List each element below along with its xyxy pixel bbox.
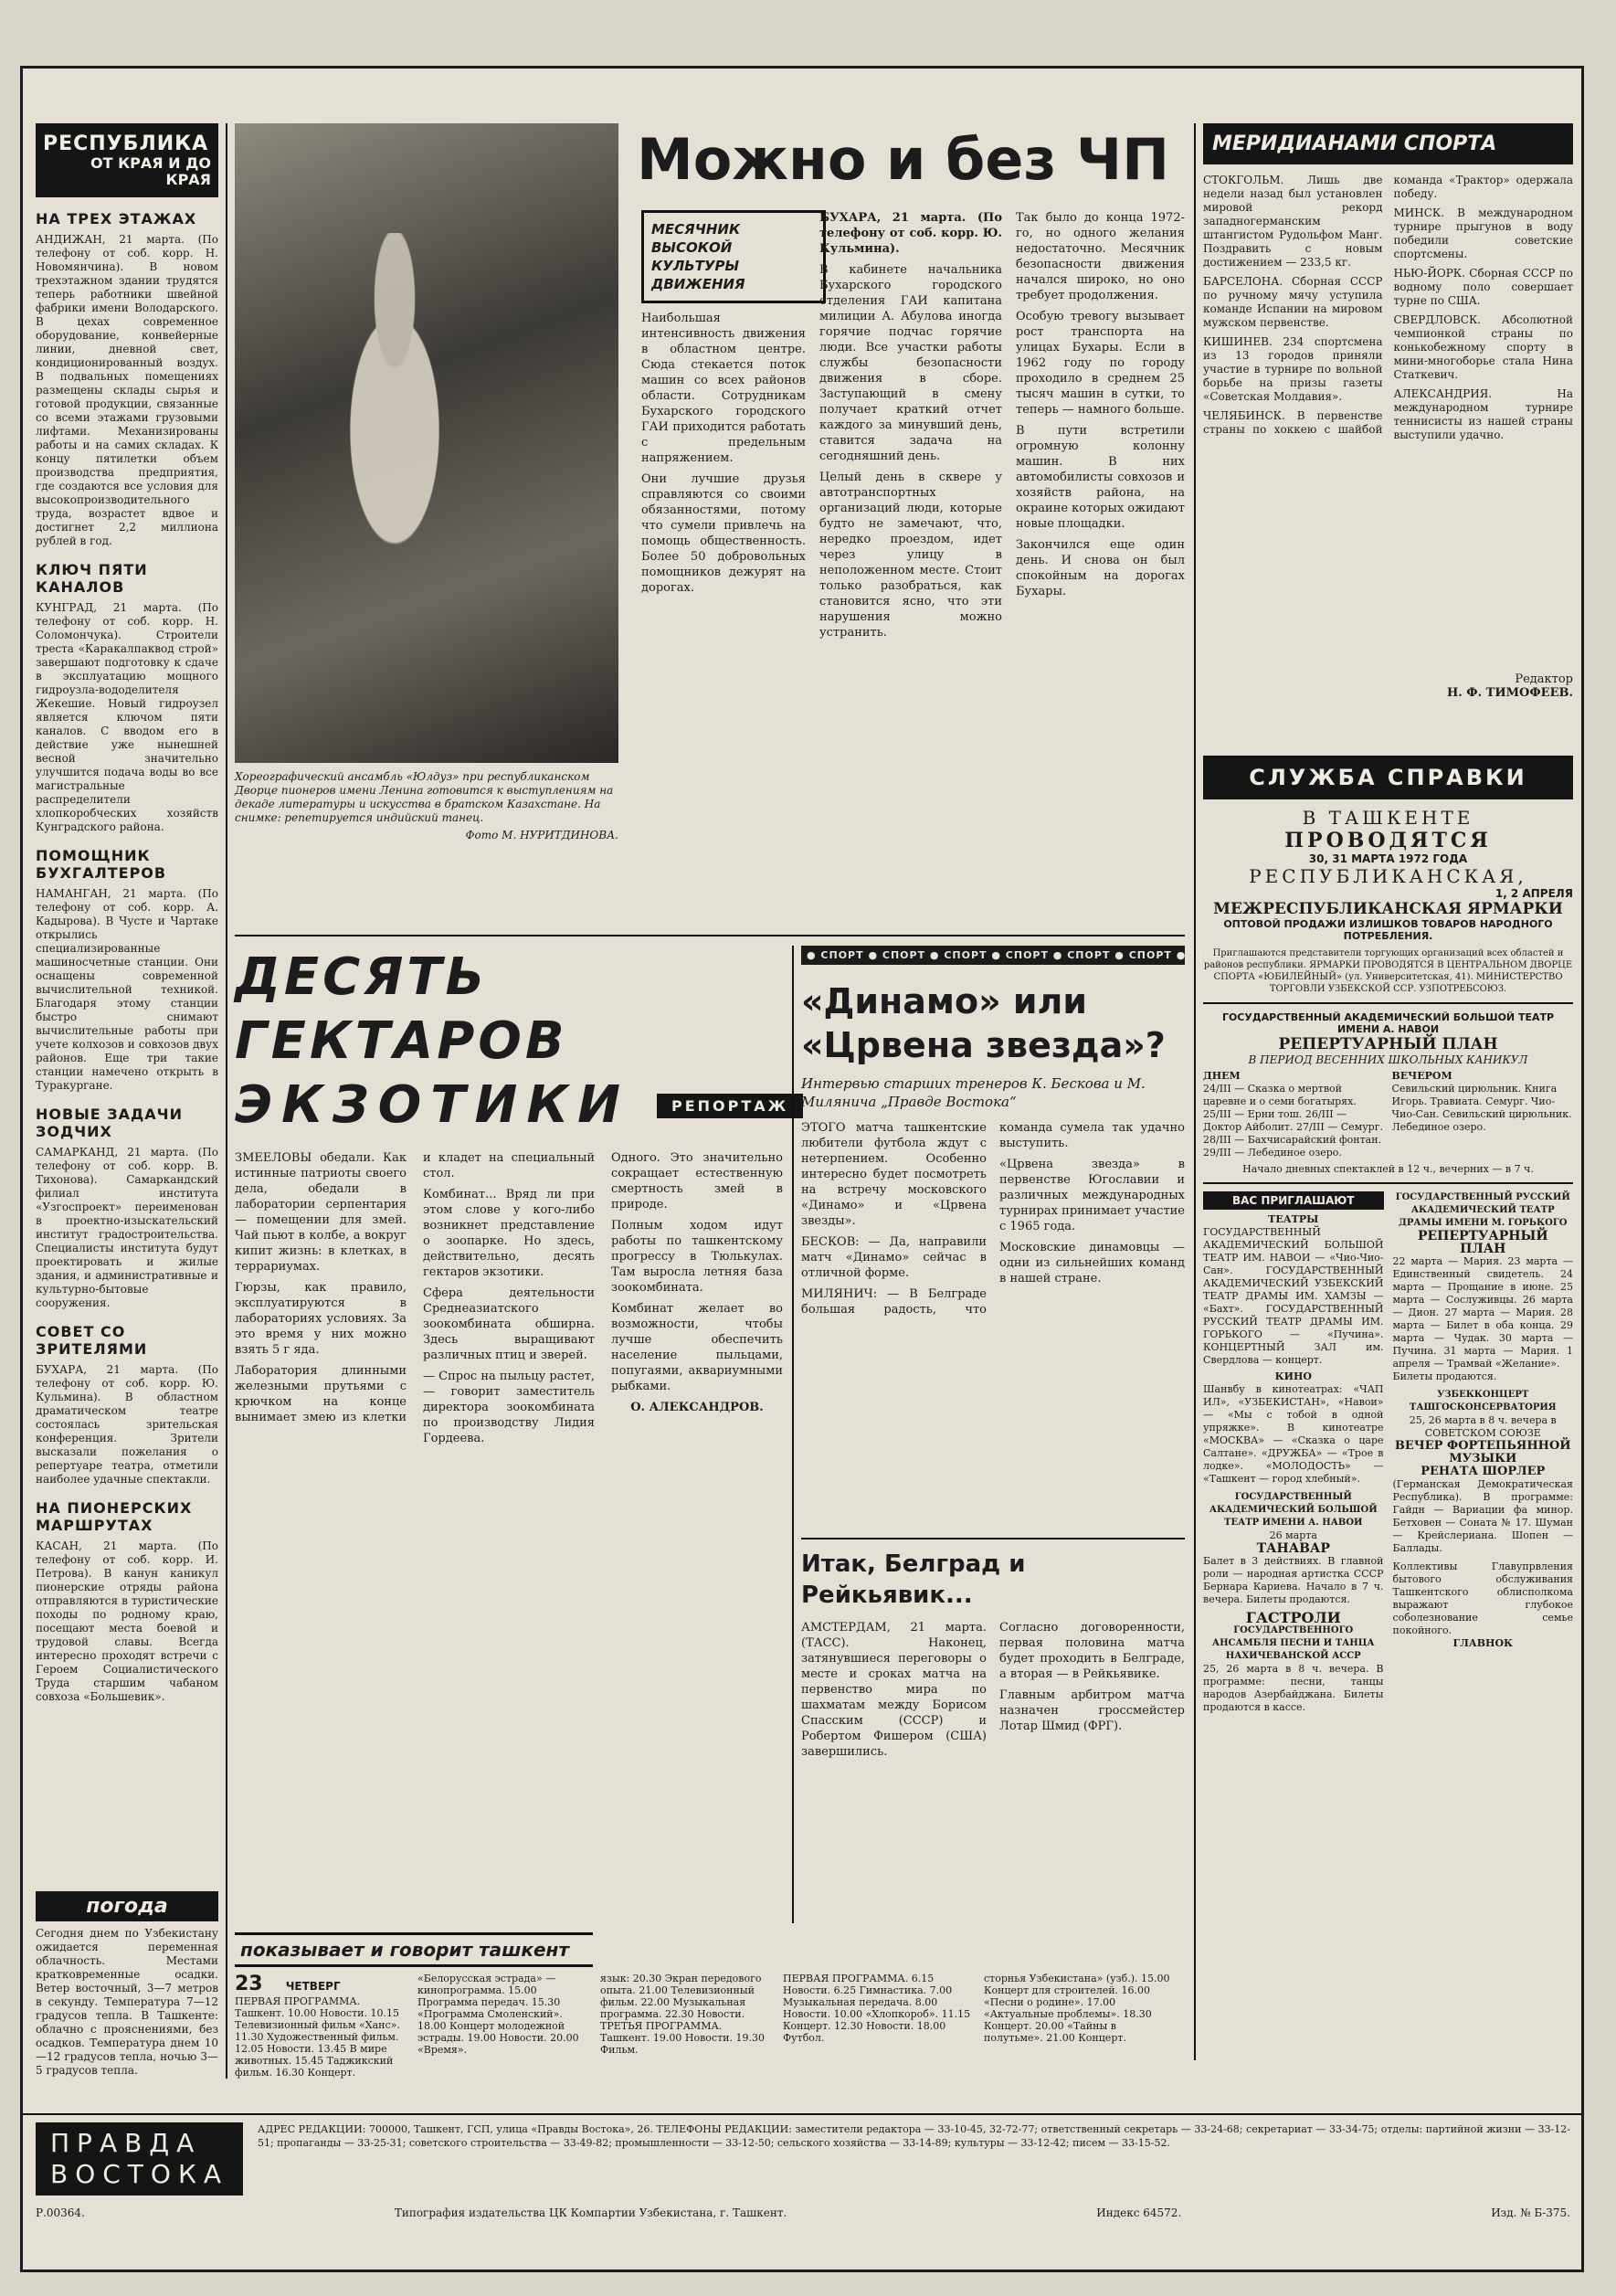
kino-head: КИНО: [1274, 1370, 1312, 1382]
itak-para-0: АМСТЕРДАМ, 21 марта. (ТАСС). Наконец, затянувшиеся переговоры о месте и сроках матча на первенство мира по шахматам между Борисом Спасским (СССР) и Робертом Фишером (США) завершились.: [801, 1621, 987, 1759]
hectares-article: [235, 946, 789, 1923]
meridian-column: [1203, 123, 1573, 745]
main-para-4: Так было до конца 1972-го, но одного желания недостаточно. Месячник безопасности движения начался широко, но оно требует продолжения.: [1016, 211, 1185, 302]
meridian-body: [1203, 174, 1573, 667]
dynamo-subtitle: Интервью старших тренеров К. Бескова и М. Милянича „Правде Востока“: [801, 1075, 1146, 1110]
dynamo-body: [801, 1120, 1185, 1504]
main-dateline-block: [819, 210, 1002, 646]
meridian-para-2: КИШИНЕВ. 234 спортсмена из 13 городов приняли участие в турнире по вольной борьбе на призы газеты «Советская Молдавия».: [1203, 335, 1383, 403]
gorky-title: ГОСУДАРСТВЕННЫЙ РУССКИЙ АКАДЕМИЧЕСКИЙ ТЕАТР ДРАМЫ ИМЕНИ М. ГОРЬКОГО: [1395, 1192, 1570, 1228]
fair-type: РЕСПУБЛИКАНСКАЯ,: [1249, 865, 1527, 887]
meridian-para-0: СТОКГОЛЬМ. Лишь две недели назад был установлен мировой рекорд западногерманским штангистом Рудольфом Манг. Поздравить с новым достижением — 233,5 кг.: [1203, 174, 1383, 269]
hectares-para-3: Комбинат... Вряд ли при этом слове у кого-либо возникнет представление о зоопарке. Но здесь, действительно, десять гектаров экзотики.: [423, 1188, 595, 1279]
respublika-item: [36, 1323, 218, 1487]
sport-strip: ● СПОРТ ● СПОРТ ● СПОРТ ● СПОРТ ● СПОРТ ● СПОРТ ● СПОРТ: [801, 946, 1185, 965]
respublika-item: [36, 1499, 218, 1704]
main-para-7: Закончился еще один день. И снова он был спокойным на дорогах Бухары.: [1016, 538, 1185, 598]
main-para-0: В кабинете начальника Бухарского городского отделения ГАИ капитана милиции А. Абулова иногда горячие подчас горячие люди. Все участки работы службы безопасности движения в сборе. Заступающий в смену получает краткий отчет каждого за минувший день, ставится задача на сегодняшний день.: [819, 263, 1002, 463]
dynamo-title-1: «Динамо» или: [801, 981, 1087, 1021]
tv-weekday: ЧЕТВЕРГ: [285, 1980, 341, 1993]
tv-day: 23: [235, 1973, 263, 1995]
respublika-item-head: СОВЕТ СО ЗРИТЕЛЯМИ: [36, 1323, 148, 1358]
footer-index-left: Р.00364.: [36, 2206, 85, 2219]
meridian-para-6: СВЕРДЛОВСК. Абсолютной чемпионкой страны по конькобежному спорту в мини-многоборье стала Нина Статкевич.: [1393, 313, 1573, 381]
rep-table: [1203, 1070, 1573, 1159]
main-para-2: Наибольшая интенсивность движения в областном центре. Сюда стекается поток машин со всех районов области. Сотрудникам Бухарского городского ГАИ приходится работать с предельным напряжением.: [641, 312, 806, 465]
hectares-body: [235, 1150, 783, 1973]
divider: [1203, 1182, 1573, 1184]
meridian-para-3: ЧЕЛЯБИНСК. В первенстве страны по хоккею с шайбой команда «Трактор» одержала победу.: [1203, 174, 1573, 436]
main-col-3: [1016, 210, 1185, 605]
fair-name: МЕЖРЕСПУБЛИКАНСКАЯ ЯРМАРКИ: [1213, 900, 1563, 918]
footer-logo-1: ПРАВДА: [50, 2128, 202, 2158]
day-label: ДНЕМ: [1203, 1070, 1241, 1082]
dynamo-para-1: БЕСКОВ: — Да, направили матч «Динамо» сейчас в отличной форме.: [801, 1235, 987, 1280]
rep-title: РЕПЕРТУАРНЫЙ ПЛАН: [1278, 1035, 1498, 1053]
rep-sub: В ПЕРИОД ВЕСЕННИХ ШКОЛЬНЫХ КАНИКУЛ: [1248, 1053, 1528, 1066]
tv-text-1: ПЕРВАЯ ПРОГРАММА. Ташкент. 10.00 Новости. 10.15 Телевизионный фильм «Ханс». 11.30 Художественный фильм. 12.05 Новости. 13.45 В мире животных. 15.45 Таджикский фильм. 16.30 Концерт.: [235, 1995, 400, 2079]
editor-block: [1203, 672, 1573, 700]
main-para-1: Целый день в сквере у автотранспортных организаций люди, которые будто не замечают, что, нередко проездом, идет через улицу в неположенном месте. Стоит только разобраться, как становится ясно, что эти нарушения можно устранить.: [819, 471, 1002, 640]
hectares-title-2: ЭКЗОТИКИ: [235, 1075, 629, 1135]
footer-bottom: [36, 2206, 1570, 2219]
respublika-item-text: САМАРКАНД, 21 марта. (По телефону от соб. корр. В. Тихонова). Самаркандский филиал института «Узгоспроект» переименован в проектно-изыскательский институт градостроительства. Специалисты института будут проектировать и жилые здания, и административные и культурно-бытовые сооружения.: [36, 1146, 218, 1309]
main-para-6: В пути встретили огромную колонну машин. В них автомобилисты совхозов и хозяйств района, на окраине которых ожидают новые площадки.: [1016, 424, 1185, 531]
dynamo-title-2: «Црвена звезда»?: [801, 1025, 1166, 1065]
hectares-title-1: ДЕСЯТЬ ГЕКТАРОВ: [235, 947, 568, 1071]
tv-header: показывает и говорит ташкент: [235, 1932, 593, 1967]
divider: [1203, 1002, 1573, 1004]
editor-name: Н. Ф. ТИМОФЕЕВ.: [1446, 686, 1573, 700]
footer-logo: [36, 2122, 243, 2195]
rep-day: 24/III — Сказка о мертвой царевне и о семи богатырях. 25/III — Ерни тош. 26/III — Доктор Айболит. 27/III — Семург. 28/III — Бахчисарайский фонтан. 29/III — Лебединое озеро.: [1203, 1083, 1383, 1159]
divider: [792, 946, 794, 1923]
fair-date: 30, 31 МАРТА 1972 ГОДА: [1308, 852, 1468, 865]
respublika-item-text: АНДИЖАН, 21 марта. (По телефону от соб. корр. Н. Новомянчина). В новом трехэтажном здании трудятся теперь работники швейной фабрики имени Володарского. В цехах современное оборудование, конвейерные линии, дневной свет, кондиционированный воздух. В подвальных помещениях размещены склады сырья и готовой продукции, связанные со всеми этажами грузовыми лифтами. Механизированы работы и на самих складах. К концу пятилетки объем производства предприятия, где создаются все условия для высокопроизводительного труда, возрастет вдвое и достигнет 2,2 миллиона рублей в год.: [36, 233, 218, 547]
main-article: [235, 123, 1185, 927]
tv-text-4: ПЕРВАЯ ПРОГРАММА. 6.15 Новости. 6.25 Гимнастика. 7.00 Музыкальная передача. 8.00 Новости. 10.00 «Хлопкороб». 11.15 Концерт. 12.30 Новости. 18.00 Футбол.: [783, 1973, 971, 2044]
rubric-text: МЕСЯЧНИК ВЫСОКОЙ КУЛЬТУРЫ ДВИЖЕНИЯ: [651, 221, 745, 292]
kino-text: Шанвбу в кинотеатрах: «ЧАП ИЛ», «УЗБЕКИСТАН», «Навои» — «Мы с тобой в одной упряжке». В кинотеатре «МОСКВА» — «Сказка о царе Салтане». «ДРУЖБА» — «Трое в лодке». «МОЛОДОСТЬ» — «Ташкент — город хлебный».: [1203, 1383, 1384, 1485]
caption-text: Хореографический ансамбль «Юлдуз» при республиканском Дворце пионеров имени Ленина готовится к выступлениям на декаде литературы и искусства в братском Казахстане. На снимке: репетируется индийский танец.: [235, 770, 614, 824]
hectares-para-1: Гюрзы, как правило, эксплуатируются в лабораториях условиях. За это время у них можно взять 5 г яда.: [235, 1281, 407, 1357]
respublika-item-head: НА ПИОНЕРСКИХ МАРШРУТАХ: [36, 1499, 193, 1534]
dynamo-para-2: МИЛЯНИЧ: — В Белграде большая радость, что команда сумела так удачно выступить.: [801, 1121, 1185, 1317]
opera-title: ГОСУДАРСТВЕННЫЙ АКАДЕМИЧЕСКИЙ БОЛЬШОЙ ТЕАТР ИМЕНИ А. НАВОИ: [1209, 1492, 1378, 1528]
sluzhba-title: СЛУЖБА СПРАВКИ: [1203, 756, 1573, 799]
ensemble-text: 25, 26 марта в 8 ч. вечера. В программе: песни, танцы народов Азербайджана. Билеты продаются в кассе.: [1203, 1663, 1384, 1713]
divider: [1194, 123, 1196, 2060]
meridian-title: МЕРИДИАНАМИ СПОРТА: [1203, 123, 1573, 164]
footer-printer: Типография издательства ЦК Компартии Узбекистана, г. Ташкент.: [394, 2206, 787, 2219]
divider: [801, 1538, 1185, 1539]
footer: [36, 2122, 1570, 2269]
main-dateline: БУХАРА, 21 марта. (По телефону от соб. корр. Ю. Кульмина).: [819, 211, 1002, 256]
photo-credit: Фото М. НУРИТДИНОВА.: [465, 829, 618, 841]
performer: РЕНАТА ШОРЛЕР: [1421, 1465, 1546, 1478]
respublika-title: РЕСПУБЛИКА: [43, 132, 209, 155]
theatre-name: ГОСУДАРСТВЕННЫЙ АКАДЕМИЧЕСКИЙ БОЛЬШОЙ ТЕАТР ИМЕНИ А. НАВОИ: [1221, 1011, 1555, 1035]
tv-text-2: «Белорусская эстрада» — кинопрограмма. 15.00 Программа передач. 15.30 «Программа Смоленский». 18.00 Концерт молодежной эстрады. 19.00 Новости. 20.00 «Время».: [417, 1973, 579, 2056]
invite-left: [1203, 1191, 1384, 1714]
weather-text: Сегодня днем по Узбекистану ожидается переменная облачность. Местами кратковременные осадки. Ветер восточный, 3—7 метров в секунду. Температура 7—12 градусов тепла. В Ташкенте: облачно с прояснениями, без осадков. Температура днем 10—12 градусов тепла, ночью 3—5 градусов тепла.: [36, 1927, 218, 2077]
itak-para-2: Главным арбитром матча назначен гроссмейстер Лотар Шмид (ФРГ).: [999, 1688, 1185, 1733]
hectares-para-0: ЗМЕЕЛОВЫ обедали. Как истинные патриоты своего дела, обедали в лаборатории серпентария — помещении для змей. Чай пьют в колбе, а вокруг кипит жизнь: в клетках, в террариумах.: [235, 1151, 407, 1274]
respublika-item-text: БУХАРА, 21 марта. (По телефону от соб. корр. Ю. Кульмина). В областном драматическом театре состоялась зрительская конференция. Зрители высказали пожелания о репертуаре театра, отметили наиболее удачные спектакли.: [36, 1363, 218, 1486]
hectares-para-2: Лаборатория длинными железными прутьями с крючком на конце вынимает змею из клетки и кладет на специальный стол.: [235, 1151, 595, 1424]
footer-row: [36, 2122, 1570, 2195]
rubric-box: [641, 210, 826, 303]
divider: [23, 2113, 1581, 2115]
fair-text: Приглашаются представители торгующих организаций всех областей и районов республики. ЯРМАРКИ ПРОВОДЯТСЯ В ЦЕНТРАЛЬНОМ ДВОРЦЕ СПОРТА «ЮБИЛЕЙНЫЙ» (ул. Университетская, 41). МИНИСТЕРСТВО ТОРГОВЛИ УЗБЕКСКОЙ ССР. УЗПОТРЕБСОЮЗ.: [1203, 948, 1573, 994]
respublika-badge: [36, 123, 218, 197]
divider: [226, 123, 227, 2079]
hectares-para-6: Одного. Это значительно сокращает естественную смертность змей в природе.: [611, 1151, 783, 1211]
fair-date2: 1, 2 АПРЕЛЯ: [1495, 887, 1573, 900]
dynamo-para-3: «Црвена звезда» в первенстве Югославии и различных международных турнирах принимает участие с 1965 года.: [999, 1158, 1185, 1233]
evening-label: ВЕЧЕРОМ: [1391, 1070, 1452, 1082]
main-col-2: [641, 311, 806, 601]
hectares-title-row: [235, 1074, 789, 1137]
main-para-3: Они лучшие друзья справляются со своими обязанностями, потому что сумели привлечь на помощь общественность. Более 50 добровольных помощников дежурят на дорогах.: [641, 472, 806, 595]
ensemble: ГОСУДАРСТВЕННОГО АНСАМБЛЯ ПЕСНИ И ТАНЦА НАХИЧЕВАНСКОЙ АССР: [1211, 1625, 1375, 1661]
respublika-item: [36, 1106, 218, 1310]
dance-photo: [235, 123, 618, 763]
glavk: ГЛАВНОК: [1452, 1637, 1514, 1649]
dynamo-para-0: ЭТОГО матча ташкентские любители футбола ждут с нетерпением. Особенно интересно будет посмотреть на встречу московского «Динамо» и «Црвена звезды».: [801, 1121, 987, 1228]
tv-block: [235, 1932, 1185, 2106]
respublika-item-text: НАМАНГАН, 21 марта. (По телефону от соб. корр. А. Кадырова). В Чусте и Чартаке открылись специализированные машиносчетные станции. Они оснащены современной вычислительной техникой. Благодаря этому станции быстро снимают вычислительные работы при учете колхозов и совхозов двух районов. Еще три такие станции намечено открыть в Туракургане.: [36, 887, 218, 1092]
invite-title: ВАС ПРИГЛАШАЮТ: [1203, 1191, 1384, 1210]
gastroli: ГАСТРОЛИ: [1245, 1609, 1341, 1626]
gorky-rep: РЕПЕРТУАРНЫЙ ПЛАН: [1417, 1229, 1548, 1256]
tickets: Билеты продаются.: [1392, 1370, 1497, 1382]
hectares-para-4: Сфера деятельности Среднеазиатского зоокомбината обширна. Здесь выращивают различных птиц и зверей.: [423, 1286, 595, 1362]
footer-index: Индекс 64572.: [1096, 2206, 1182, 2219]
divider: [235, 935, 1185, 936]
theatres-head: ТЕАТРЫ: [1268, 1213, 1319, 1225]
program: (Германская Демократическая Республика). В программе: Гайдн — Вариации фа минор. Бетховен — Соната № 17. Шуман — Крейслериана. Шопен — Баллады.: [1392, 1478, 1573, 1554]
theatres-text: ГОСУДАРСТВЕННЫЙ АКАДЕМИЧЕСКИЙ БОЛЬШОЙ ТЕАТР ИМ. НАВОИ — «Чио-Чио-Сан». ГОСУДАРСТВЕННЫЙ АКАДЕМИЧЕСКИЙ УЗБЕКСКИЙ ТЕАТР ДРАМЫ ИМ. ХАМЗЫ — «Бахт». ГОСУДАРСТВЕННЫЙ РУССКИЙ ТЕАТР ДРАМЫ ИМ. ГОРЬКОГО — «Пучина». КОНЦЕРТНЫЙ ЗАЛ им. Свердлова — концерт.: [1203, 1226, 1384, 1366]
tv-row: [235, 1973, 1185, 2079]
respublika-items: [36, 210, 218, 1704]
newspaper-page: [20, 66, 1584, 2272]
fair-intro-1: В ТАШКЕНТЕ: [1302, 807, 1474, 829]
invite-block: [1203, 1191, 1573, 1714]
respublika-item-head: НОВЫЕ ЗАДАЧИ ЗОДЧИХ: [36, 1106, 183, 1140]
rep-evening: Севильский цирюльник. Книга Игорь. Травиата. Семург. Чио-Чио-Сан. Севильский цирюльник. Лебединое озеро.: [1391, 1083, 1572, 1133]
footer-address: АДРЕС РЕДАКЦИИ: 700000, Ташкент, ГСП, улица «Правды Востока», 26. ТЕЛЕФОНЫ РЕДАКЦИИ: заместители редактора — 33-10-45, 32-72-77; ответственный секретарь — 33-24-68; секретариат — 33-34-75; отделы: партийной жизни — 33-12-51; пропаганды — 33-25-31; советского строительства — 33-49-82; промышленности — 33-12-50; сельского хозяйства — 33-14-89; культуры — 33-12-42; писем — 33-15-52.: [257, 2123, 1570, 2149]
respublika-item-head: ПОМОЩНИК БУХГАЛТЕРОВ: [36, 847, 167, 882]
reportage-label: РЕПОРТАЖ: [657, 1094, 803, 1118]
repertoire-block: [1203, 1011, 1573, 1175]
dynamo-para-4: Московские динамовцы — одни из сильнейших команд в нашей стране.: [999, 1241, 1185, 1286]
respublika-item-text: КАСАН, 21 марта. (По телефону от соб. корр. И. Петрова). В канун каникул пионерские отряды района отправляются в туристические походы по родному краю, посещают места боевой и трудовой славы. Всегда интересно проходят встречи с Героем Социалистического Труда старшим чабаном совхоза «Большевик».: [36, 1539, 218, 1703]
respublika-item: [36, 847, 218, 1093]
respublika-item-head: КЛЮЧ ПЯТИ КАНАЛОВ: [36, 561, 148, 596]
weather-title: погода: [36, 1891, 218, 1921]
respublika-column: [36, 123, 218, 2133]
rep-day-col: [1203, 1070, 1385, 1159]
meridian-para-1: БАРСЕЛОНА. Сборная СССР по ручному мячу уступила команде Испании на мировом мужском первенстве.: [1203, 275, 1383, 329]
meridian-para-5: НЬЮ-ЙОРК. Сборная СССР по водному поло совершает турне по США.: [1393, 267, 1573, 307]
main-headline: Можно и без ЧП: [637, 126, 1169, 193]
sluzhba-column: [1203, 756, 1573, 2062]
itak-para-1: Согласно договоренности, первая половина матча будет проходить в Белграде, а вторая — в Рейкьявике.: [999, 1621, 1185, 1681]
footer-order: Изд. № Б-375.: [1491, 2206, 1570, 2219]
rep-note: Начало дневных спектаклей в 12 ч., вечерних — в 7 ч.: [1242, 1163, 1534, 1175]
glavk-text: Коллективы Главупрвления бытового обслуживания Ташкентского облисполкома выражают глубокое соболезнование семье покойного.: [1392, 1561, 1573, 1636]
conservatory-title: УЗБЕККОНЦЕРТ ТАШГОСКОНСЕРВАТОРИЯ: [1409, 1390, 1557, 1413]
weather-block: [36, 1891, 218, 2101]
rep-evening-col: [1385, 1070, 1574, 1159]
footer-logo-2: ВОСТОКА: [50, 2159, 228, 2189]
photo-caption: [235, 770, 618, 842]
fair-sub: ОПТОВОЙ ПРОДАЖИ ИЗЛИШКОВ ТОВАРОВ НАРОДНОГО ПОТРЕБЛЕНИЯ.: [1223, 918, 1553, 942]
opera-name: ТАНАВАР: [1256, 1541, 1330, 1556]
fair-intro-2: ПРОВОДЯТСЯ: [1284, 829, 1492, 852]
fair-block: [1203, 807, 1573, 995]
hectares-para-5: — Спрос на пыльцу растет, — говорит заместитель директора зоокомбината по производству Лидия Гордеева.: [423, 1370, 595, 1445]
meridian-para-4: МИНСК. В международном турнире прыгунов в воду победили советские спортсмены.: [1393, 206, 1573, 260]
hectares-author: О. АЛЕКСАНДРОВ.: [630, 1401, 764, 1414]
dancer-figure: [317, 233, 472, 562]
respublika-item: [36, 561, 218, 834]
opera-text: Балет в 3 действиях. В главной роли — народная артистка СССР Бернара Кариева. Начало в 7 ч. вечера. Билеты продаются.: [1203, 1555, 1384, 1605]
itak-article: [801, 1549, 1185, 1923]
tv-day-block: [235, 1973, 408, 2079]
conservatory-date: 25, 26 марта в 8 ч. вечера в СОВЕТСКОМ СОЮЗЕ: [1409, 1414, 1557, 1439]
opera-date: 26 марта: [1269, 1529, 1317, 1541]
meridian-para-7: АЛЕКСАНДРИЯ. На международном турнире теннисисты из нашей страны выступили удачно.: [1393, 387, 1573, 441]
hectares-para-8: Комбинат желает во возможности, чтобы лучше обеспечить население пыльцами, попугаями, аквариумными рыбками.: [611, 1302, 783, 1393]
tv-text-3: язык: 20.30 Экран передового опыта. 21.00 Телевизионный фильм. 22.00 Музыкальная программа. 22.30 Новости. ТРЕТЬЯ ПРОГРАММА. Ташкент. 19.00 Новости. 19.30 Фильм.: [600, 1973, 765, 2056]
invite-right: [1393, 1191, 1574, 1714]
respublika-item-head: НА ТРЕХ ЭТАЖАХ: [36, 210, 197, 227]
evening-title: ВЕЧЕР ФОРТЕПЬЯННОЙ МУЗЫКИ: [1394, 1439, 1571, 1465]
respublika-item: [36, 210, 218, 548]
main-para-5: Особую тревогу вызывает рост транспорта на улицах Бухары. Если в 1962 году по городу проходило в среднем 25 тысяч машин в сутки, то теперь — намного больше.: [1016, 310, 1185, 417]
itak-body: [801, 1620, 1185, 1760]
hectares-para-7: Полным ходом идут работы по ташкентскому прогрессу в Тюлькулах. Там выросла летняя база зоокомбината.: [611, 1219, 783, 1295]
gorky-text: 22 марта — Мария. 23 марта — Единственный свидетель. 24 марта — Прощание в июне. 25 марта — Сослуживцы. 26 марта — Дион. 27 марта — Мария. 28 марта — Билет в оба конца. 29 марта — Чудак. 30 марта — Пучина. 31 марта — Мария. 1 апреля — Трамвай «Желание».: [1392, 1255, 1573, 1370]
editor-label: Редактор: [1515, 672, 1573, 686]
respublika-item-text: КУНГРАД, 21 марта. (По телефону от соб. корр. Н. Соломончука). Строители треста «Каракалпаквод строй» завершают подготовку к сдаче в эксплуатацию мощного гидроузла-вододелителя Жекешие. Новый гидроузел является ключом пяти каналов. С вводом его в действие уже нынешней весной значительно улучшится подача воды во все магистральные распределители хлопкоробческих хозяйств Кунградского района.: [36, 601, 218, 833]
itak-title: Итак, Белград и Рейкьявик...: [801, 1550, 1026, 1609]
tv-text-5: сторнья Узбекистана» (узб.). 15.00 Концерт для строителей. 16.00 «Песни о родине». 17.00 «Актуальные проблемы». 18.30 Концерт. 20.00 «Тайны в полутьме». 21.00 Концерт.: [984, 1973, 1170, 2044]
respublika-subtitle: ОТ КРАЯ И ДО КРАЯ: [90, 154, 211, 188]
